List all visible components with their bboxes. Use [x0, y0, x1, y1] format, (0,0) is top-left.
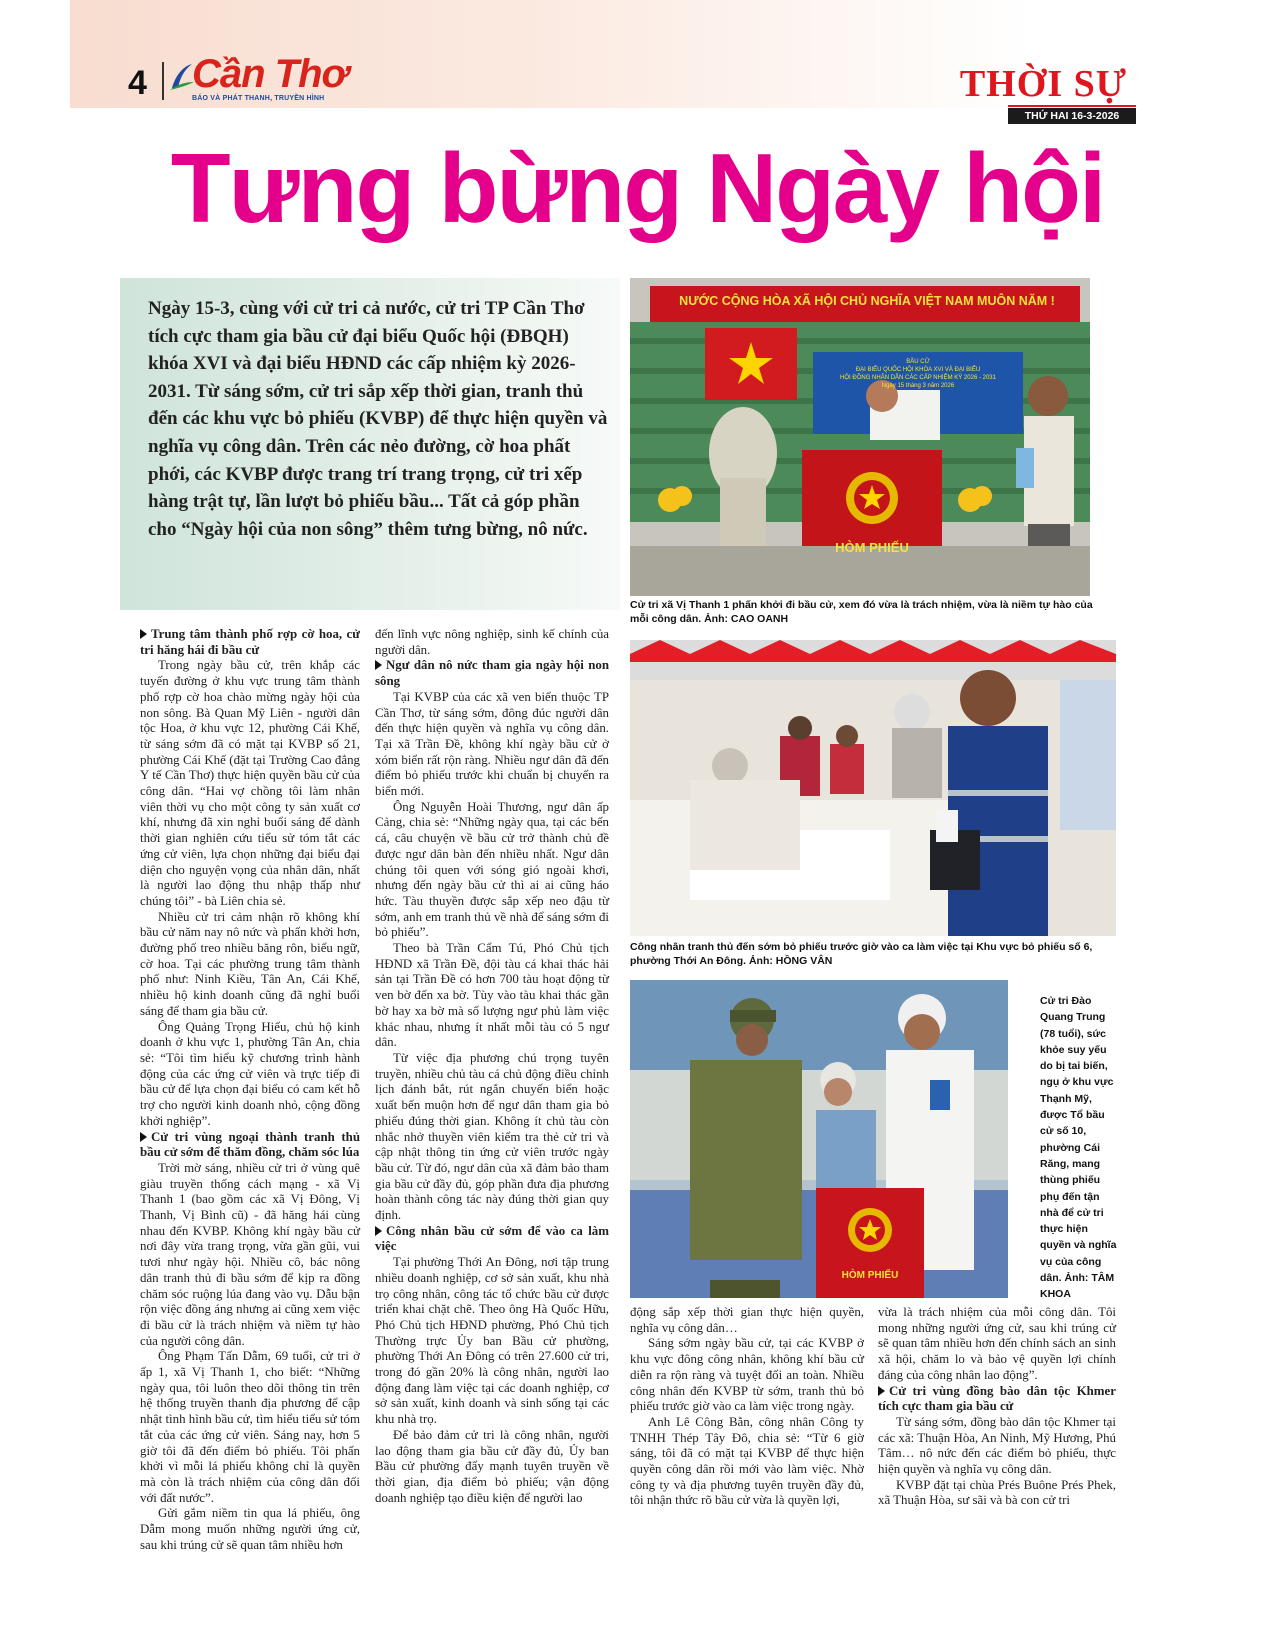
article-headline: Tưng bừng Ngày hội [170, 133, 1105, 243]
body-paragraph: Để bảo đảm cử tri là công nhân, người lao động tham gia bầu cử đầy đủ, Ủy ban Bầu cử phường đẩy mạnh tuyên truyền về thời gian, địa điểm bỏ phiếu; vận động doanh nghiệp tạo điều kiện để người lao [375, 1427, 609, 1505]
newspaper-logo: Cần Thơ [192, 52, 348, 96]
body-paragraph: Ông Phạm Tấn Dẫm, 69 tuổi, cử tri ở ấp 1, xã Vị Thanh 1, cho biết: “Những ngày qua, tôi luôn theo dõi thông tin trên hệ thống truyền thanh địa phương để cập nhật tình hình bầu cử, tìm hiểu tiểu sử tóm tắt của các ứng cử viên. Sáng nay, hơn 5 giờ tôi đã đến điểm bỏ phiếu. Tôi phấn khởi vì mỗi lá phiếu không chỉ là quyền mà còn là trách nhiệm của công dân đối với đất nước”. [140, 1349, 360, 1505]
bullet-triangle-icon [140, 1132, 147, 1142]
newspaper-logo-subtitle: BÁO VÀ PHÁT THANH, TRUYỀN HÌNH [192, 95, 325, 102]
photo1-board-line4: Ngày 15 tháng 3 năm 2026 [881, 383, 955, 389]
photo1-banner-text: NƯỚC CỘNG HÒA XÃ HỘI CHỦ NGHĨA VIỆT NAM MUÔN NĂM ! [679, 294, 1055, 308]
bullet-triangle-icon [375, 1226, 382, 1236]
body-paragraph: Tại phường Thới An Đông, nơi tập trung nhiều doanh nghiệp, cơ sở sản xuất, khu nhà trọ công nhân, công tác tổ chức bầu cử được triển khai chặt chẽ. Theo ông Hà Quốc Hữu, Phó Chủ tịch HĐND phường, Phó Chủ tịch Thường trực Ủy ban Bầu cử phường, phường Thới An Đông có trên 27.600 cử tri, trong đó gần 20% là công nhân, người lao động đang làm việc tại các doanh nghiệp, cơ sở sản xuất, kinh doanh và sinh sống tại các khu nhà trọ. [375, 1255, 609, 1427]
photo3-caption [1040, 993, 1120, 1303]
photo3-caption-text: Cử tri Đào Quang Trung (78 tuổi), sức khỏe suy yếu do bị tai biến, ngụ ở khu vực Thạnh Mỹ, được Tổ bầu cử số 10, phường Cái Răng, mang thùng phiếu phụ đến tận nhà để cử tri thực hiện quyền và nghĩa vụ của công dân. [1040, 995, 1117, 1285]
photo-ballot-voter [630, 278, 1090, 596]
body-paragraph: Sáng sớm ngày bầu cử, tại các KVBP ở khu vực đông công nhân, không khí bầu cử diễn ra rộn ràng và tuyệt đối an toàn. Nhiều công nhân đến KVBP từ sớm, tranh thủ bỏ phiếu trước giờ vào ca làm việc trong ngày. [630, 1336, 864, 1414]
body-paragraph: Anh Lê Công Bằn, công nhân Công ty TNHH Thép Tây Đô, chia sẻ: “Từ 6 giờ sáng, tôi đã có mặt tại KVBP để thực hiện quyền công dân rồi mới vào làm việc. Nhờ công ty và địa phương tuyên truyền đầy đủ, tôi nhận thức rõ bầu cử vừa là quyền lợi, [630, 1414, 864, 1508]
photo3-box-label: HÒM PHIẾU [841, 1270, 899, 1281]
photo1-caption-text: Cử tri xã Vị Thanh 1 phấn khởi đi bầu cử, xem đó vừa là trách nhiệm, vừa là niềm tự hào của mỗi công dân. [630, 599, 1093, 625]
body-paragraph: Trời mờ sáng, nhiều cử tri ở vùng quê giàu truyền thống cách mạng - xã Vị Thanh 1 (bao gồm các xã Vị Đông, Vị Thanh, Vị Bình cũ) - đã hăng hái cùng nhau đến KVBP. Không khí ngày bầu cử nơi đây vừa trang trọng, vừa gần gũi, vui tươi như ngày hội. Nhiều cô, bác nông dân tranh thủ đi bầu sớm để kịp ra đồng chăm sóc ruộng lúa đang vào vụ. Dẫu bận rộn việc đồng áng nhưng ai cũng xem việc đi bầu cử là trách nhiệm và niềm tự hào của người công dân. [140, 1160, 360, 1348]
section-subheading-text: Công nhân bầu cử sớm để vào ca làm việc [375, 1223, 609, 1254]
body-paragraph: Tại KVBP của các xã ven biển thuộc TP Cần Thơ, từ sáng sớm, đông đúc người dân đến thực hiện quyền và nghĩa vụ công dân. Tại xã Trần Đề, không khí ngày bầu cử ở xóm biển rất rộn ràng. Nhiều ngư dân đã đến điểm bỏ phiếu trước khi chuẩn bị chuyến ra biển mới. [375, 689, 609, 799]
bullet-triangle-icon [140, 629, 147, 639]
body-paragraph: Gửi gắm niềm tin qua lá phiếu, ông Dẫm mong muốn những người ứng cử, sau khi trúng cử sẽ quan tâm nhiều hơn [140, 1506, 360, 1552]
photo1-board-line2: ĐẠI BIỂU QUỐC HỘI KHÓA XVI VÀ ĐẠI BIỂU [855, 367, 981, 373]
section-subheading [140, 627, 360, 658]
section-subheading-text: Cử tri vùng đồng bào dân tộc Khmer tích cực tham gia bầu cử [878, 1383, 1116, 1414]
photo1-credit: Ảnh: CAO OANH [704, 613, 789, 625]
dateline-rule [1008, 105, 1136, 107]
body-paragraph: vừa là trách nhiệm của mỗi công dân. Tôi mong những người ứng cử, sau khi trúng cử sẽ quan tâm nhiều hơn đến chính sách an sinh xã hội, chăm lo và bảo vệ quyền lợi chính đáng của công nhân lao động”. [878, 1305, 1116, 1382]
section-title: THỜI SỰ [959, 63, 1127, 105]
body-paragraph: KVBP đặt tại chùa Prés Buône Prés Phek, xã Thuận Hòa, sư sãi và bà con cử tri [878, 1477, 1116, 1508]
section-subheading-text: Cử tri vùng ngoại thành tranh thủ bầu cử sớm để thăm đồng, chăm sóc lúa [140, 1129, 360, 1160]
article-lead: Ngày 15-3, cùng với cử tri cả nước, cử tri TP Cần Thơ tích cực tham gia bầu cử đại biểu Quốc hội (ĐBQH) khóa XVI và đại biểu HĐND các cấp nhiệm kỳ 2026-2031. Từ sáng sớm, cử tri sắp xếp thời gian, tranh thủ đến các khu vực bỏ phiếu (KVBP) để thực hiện quyền và nghĩa vụ công dân. Trên các nẻo đường, cờ hoa phất phới, các KVBP được trang trí trang trọng, cử tri xếp hàng trật tự, lần lượt bỏ phiếu bầu... Tất cả góp phần cho “Ngày hội của non sông” thêm tưng bừng, nô nức. [148, 298, 608, 540]
bullet-triangle-icon [375, 660, 382, 670]
body-paragraph: Từ sáng sớm, đồng bào dân tộc Khmer tại các xã: Thuận Hòa, An Ninh, Mỹ Hương, Phú Tâm… nô nức đến các điểm bỏ phiếu, thực hiện quyền và nghĩa vụ công dân. [878, 1414, 1116, 1477]
body-paragraph: Theo bà Trần Cẩm Tú, Phó Chủ tịch HĐND xã Trần Đề, đội tàu cá khai thác hải sản tại Trần Đề có hơn 700 tàu hoạt động từ ven bờ đến xa bờ. Tùy vào tàu khai thác gần bờ hay xa bờ mà số lượng ngư phủ làm việc khác nhau, nhưng ít nhất mỗi tàu có 5 ngư dân. [375, 941, 609, 1050]
body-column-3 [630, 1305, 864, 1509]
body-paragraph: Trong ngày bầu cử, trên khắp các tuyến đường ở khu vực trung tâm thành phố rợp cờ hoa chào mừng ngày hội của non sông. Bà Quan Mỹ Liên - người dân tộc Hoa, ở khu vực 12, phường Cái Khế, từ sáng sớm đã có mặt tại KVBP số 21, phường Cái Khế (đặt tại Trường Cao đẳng Y tế Cần Thơ) thực hiện quyền bầu cử của công dân. “Hai vợ chồng tôi làm nhân viên thời vụ cho một công ty sản xuất cơ khí, nhưng đã xin nghỉ buổi sáng để dành thời gian nghiên cứu tiểu sử tóm tắt các ứng cử viên, lựa chọn những đại biểu đại diện cho nguyện vọng của nhân dân, nhất là người lao động thu nhập thấp như chúng tôi” - bà Liên chia sẻ. [140, 658, 360, 908]
body-paragraph: động sắp xếp thời gian thực hiện quyền, nghĩa vụ công dân… [630, 1305, 864, 1335]
body-column-2 [375, 627, 609, 1506]
photo-mobile-ballot-box [630, 980, 1008, 1298]
body-column-4 [878, 1305, 1116, 1509]
photo1-box-label: HÒM PHIẾU [835, 540, 909, 555]
photo1-caption [630, 598, 1100, 626]
page-number: 4 [128, 64, 147, 102]
body-paragraph: Ông Nguyễn Hoài Thương, ngư dân ấp Cảng, chia sẻ: “Những ngày qua, tại các bến cá, câu chuyện về bầu cử trở thành chủ đề được ngư dân bàn đến nhiều nhất. Ngư dân chúng tôi quen với sóng gió ngoài khơi, nhưng đến ngày bầu cử thì ai ai cũng háo hức. Tàu thuyền được sắp xếp neo đậu từ sớm, anh em tranh thủ về nhà để sáng sớm đi bỏ phiếu”. [375, 799, 609, 940]
masthead-divider [162, 62, 164, 100]
photo1-board-line3: HỘI ĐỒNG NHÂN DÂN CÁC CẤP NHIỆM KỲ 2026 - 2031 [840, 375, 996, 381]
body-paragraph: Ông Quảng Trọng Hiếu, chủ hộ kinh doanh ở khu vực 1, phường Tân An, chia sẻ: “Tôi tìm hiểu kỹ chương trình hành động của các ứng cử viên và trực tiếp đi bầu cử để lựa chọn đại biểu có cam kết hỗ trợ cho người kinh doanh nhỏ, cộng đồng khởi nghiệp”. [140, 1019, 360, 1128]
logo-swoosh-icon [168, 60, 194, 92]
photo1-board [816, 358, 1020, 390]
body-paragraph: đến lĩnh vực nông nghiệp, sinh kế chính của người dân. [375, 627, 609, 657]
section-subheading-text: Ngư dân nô nức tham gia ngày hội non sông [375, 658, 609, 689]
photo3-credit: Ảnh: TÂM KHOA [1040, 1272, 1115, 1301]
issue-date: THỨ HAI 16-3-2026 [1008, 108, 1136, 124]
section-subheading [140, 1130, 360, 1161]
body-paragraph: Nhiều cử tri cảm nhận rõ không khí bầu cử năm nay nô nức và phấn khởi hơn, đường phố treo nhiều băng rôn, biểu ngữ, cờ hoa. Tại các phường trung tâm thành phố như: Ninh Kiều, Tân An, Cái Khế, nhiều hộ kinh doanh cũng đã nghỉ buổi sáng để tham gia bầu cử. [140, 909, 360, 1018]
body-paragraph: Từ việc địa phương chú trọng tuyên truyền, nhiều chủ tàu cá chủ động điều chỉnh lịch đánh bắt, rút ngắn chuyến biển hoặc xuất bến muộn hơn để ngư dân tham gia bỏ phiếu đúng thời gian. Không ít chủ tàu còn nhắc nhở thuyền viên kiểm tra thẻ cử tri và cập nhật thông tin ứng cử viên trước ngày bầu cử. Từ đó, ngư dân của xã đảm bảo tham gia bầu cử đầy đủ, góp phần đưa địa phương hoàn thành công tác này đúng thời gian quy định. [375, 1050, 609, 1223]
photo1-board-line1: BẦU CỬ [906, 359, 930, 365]
body-column-1 [140, 627, 360, 1553]
section-subheading [878, 1384, 1116, 1415]
photo2-caption: Công nhân tranh thủ đến sớm bỏ phiếu trước giờ vào ca làm việc tại Khu vực bỏ phiếu số 6, phường Thới An Đông. Ảnh: HỒNG VÂN [630, 941, 1093, 967]
photo-workers-voting [630, 640, 1116, 936]
section-subheading [375, 658, 609, 689]
bullet-triangle-icon [878, 1386, 885, 1396]
section-subheading-text: Trung tâm thành phố rợp cờ hoa, cử tri hăng hái đi bầu cử [140, 627, 360, 657]
section-subheading [375, 1224, 609, 1255]
